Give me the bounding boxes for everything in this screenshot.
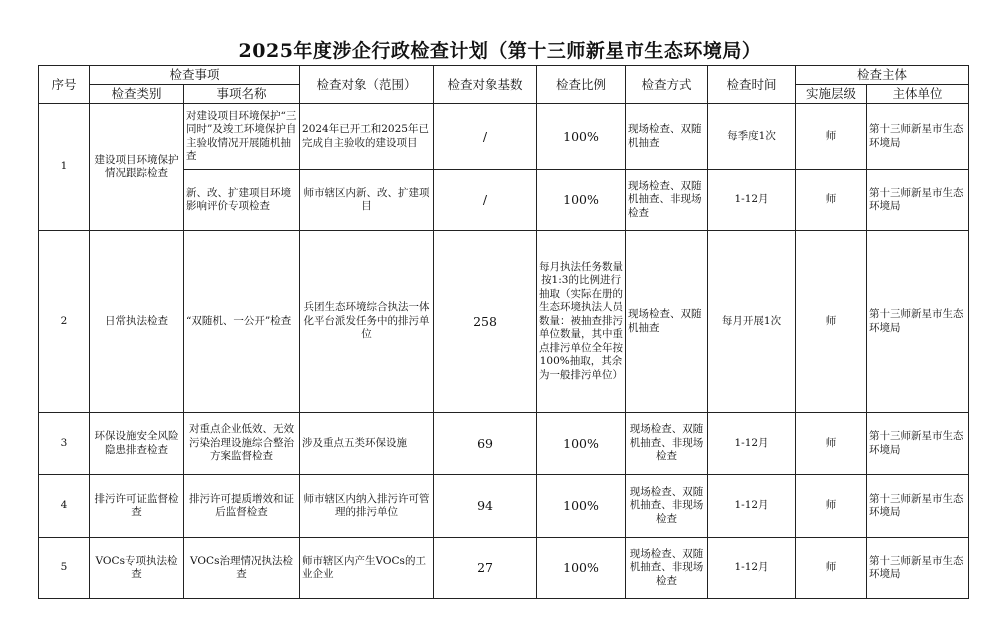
row-target: 2024年已开工和2025年已完成自主验收的建设项目 <box>300 104 434 170</box>
row-level: 师 <box>796 413 867 475</box>
row-method: 现场检查、双随机抽查、非现场检查 <box>626 413 708 475</box>
row-base-count: 94 <box>434 475 537 538</box>
row-level: 师 <box>796 538 867 599</box>
row-ratio: 每月执法任务数量按1:3的比例进行抽取（实际在册的生态环境执法人员数量：被抽查排污单位数量，其中重点排污单位全年按100%抽取，其余为一般排污单位） <box>537 231 626 413</box>
row-unit: 第十三师新星市生态环境局 <box>867 538 969 599</box>
row-base-count: 258 <box>434 231 537 413</box>
row-time: 1-12月 <box>708 475 796 538</box>
row-ratio: 100% <box>537 413 626 475</box>
inspection-plan-table <box>38 65 969 599</box>
row-time: 每季度1次 <box>708 104 796 170</box>
row-target: 涉及重点五类环保设施 <box>300 413 434 475</box>
row-ratio: 100% <box>537 538 626 599</box>
header-row-1 <box>39 66 969 85</box>
row-method: 现场检查、双随机抽查、非现场检查 <box>626 475 708 538</box>
row-category: 建设项目环境保护情况跟踪检查 <box>90 104 184 231</box>
row-category: 排污许可证监督检查 <box>90 475 184 538</box>
row-unit: 第十三师新星市生态环境局 <box>867 475 969 538</box>
row-item-name: 新、改、扩建项目环境影响评价专项检查 <box>184 170 300 231</box>
table-row <box>39 413 969 475</box>
row-ratio: 100% <box>537 104 626 170</box>
row-time: 每月开展1次 <box>708 231 796 413</box>
row-target: 兵团生态环境综合执法一体化平台派发任务中的排污单位 <box>300 231 434 413</box>
row-target: 师市辖区内新、改、扩建项目 <box>300 170 434 231</box>
header-level: 实施层级 <box>796 85 867 104</box>
row-ratio: 100% <box>537 170 626 231</box>
header-category: 检查类别 <box>90 85 184 104</box>
row-unit: 第十三师新星市生态环境局 <box>867 413 969 475</box>
row-seq: 1 <box>39 104 90 231</box>
row-target: 师市辖区内产生VOCs的工业企业 <box>300 538 434 599</box>
row-item-name: 对建设项目环境保护“三同时”及竣工环境保护自主验收情况开展随机抽查 <box>184 104 300 170</box>
header-ratio: 检查比例 <box>537 66 626 104</box>
header-time: 检查时间 <box>708 66 796 104</box>
row-seq: 3 <box>39 413 90 475</box>
table-row <box>39 475 969 538</box>
row-item-name: “双随机、一公开”检查 <box>184 231 300 413</box>
header-unit: 主体单位 <box>867 85 969 104</box>
row-base-count: 69 <box>434 413 537 475</box>
row-level: 师 <box>796 475 867 538</box>
row-seq: 4 <box>39 475 90 538</box>
header-method: 检查方式 <box>626 66 708 104</box>
row-method: 现场检查、双随机抽查 <box>626 104 708 170</box>
row-level: 师 <box>796 104 867 170</box>
page-title: 2025年度涉企行政检查计划（第十三师新星市生态环境局） <box>238 40 762 62</box>
table-row <box>39 231 969 413</box>
row-unit: 第十三师新星市生态环境局 <box>867 170 969 231</box>
row-time: 1-12月 <box>708 538 796 599</box>
row-method: 现场检查、双随机抽查、非现场检查 <box>626 538 708 599</box>
row-method: 现场检查、双随机抽查、非现场检查 <box>626 170 708 231</box>
row-level: 师 <box>796 231 867 413</box>
row-level: 师 <box>796 170 867 231</box>
row-unit: 第十三师新星市生态环境局 <box>867 104 969 170</box>
row-category: 环保设施安全风险隐患排查检查 <box>90 413 184 475</box>
row-base-count: 27 <box>434 538 537 599</box>
row-base-count: / <box>434 170 537 231</box>
header-item-name: 事项名称 <box>184 85 300 104</box>
table-row <box>39 104 969 170</box>
row-time: 1-12月 <box>708 170 796 231</box>
row-category: VOCs专项执法检查 <box>90 538 184 599</box>
row-method: 现场检查、双随机抽查 <box>626 231 708 413</box>
header-base-count: 检查对象基数 <box>434 66 537 104</box>
header-target: 检查对象（范围） <box>300 66 434 104</box>
row-target: 师市辖区内纳入排污许可管理的排污单位 <box>300 475 434 538</box>
row-unit: 第十三师新星市生态环境局 <box>867 231 969 413</box>
row-base-count: / <box>434 104 537 170</box>
header-seq: 序号 <box>39 66 90 104</box>
row-ratio: 100% <box>537 475 626 538</box>
row-item-name: VOCs治理情况执法检查 <box>184 538 300 599</box>
row-item-name: 对重点企业低效、无效污染治理设施综合整治方案监督检查 <box>184 413 300 475</box>
table-row <box>39 538 969 599</box>
header-inspection-matters: 检查事项 <box>90 66 300 85</box>
row-seq: 5 <box>39 538 90 599</box>
header-subject: 检查主体 <box>796 66 969 85</box>
row-category: 日常执法检查 <box>90 231 184 413</box>
row-seq: 2 <box>39 231 90 413</box>
row-time: 1-12月 <box>708 413 796 475</box>
row-item-name: 排污许可提质增效和证后监督检查 <box>184 475 300 538</box>
